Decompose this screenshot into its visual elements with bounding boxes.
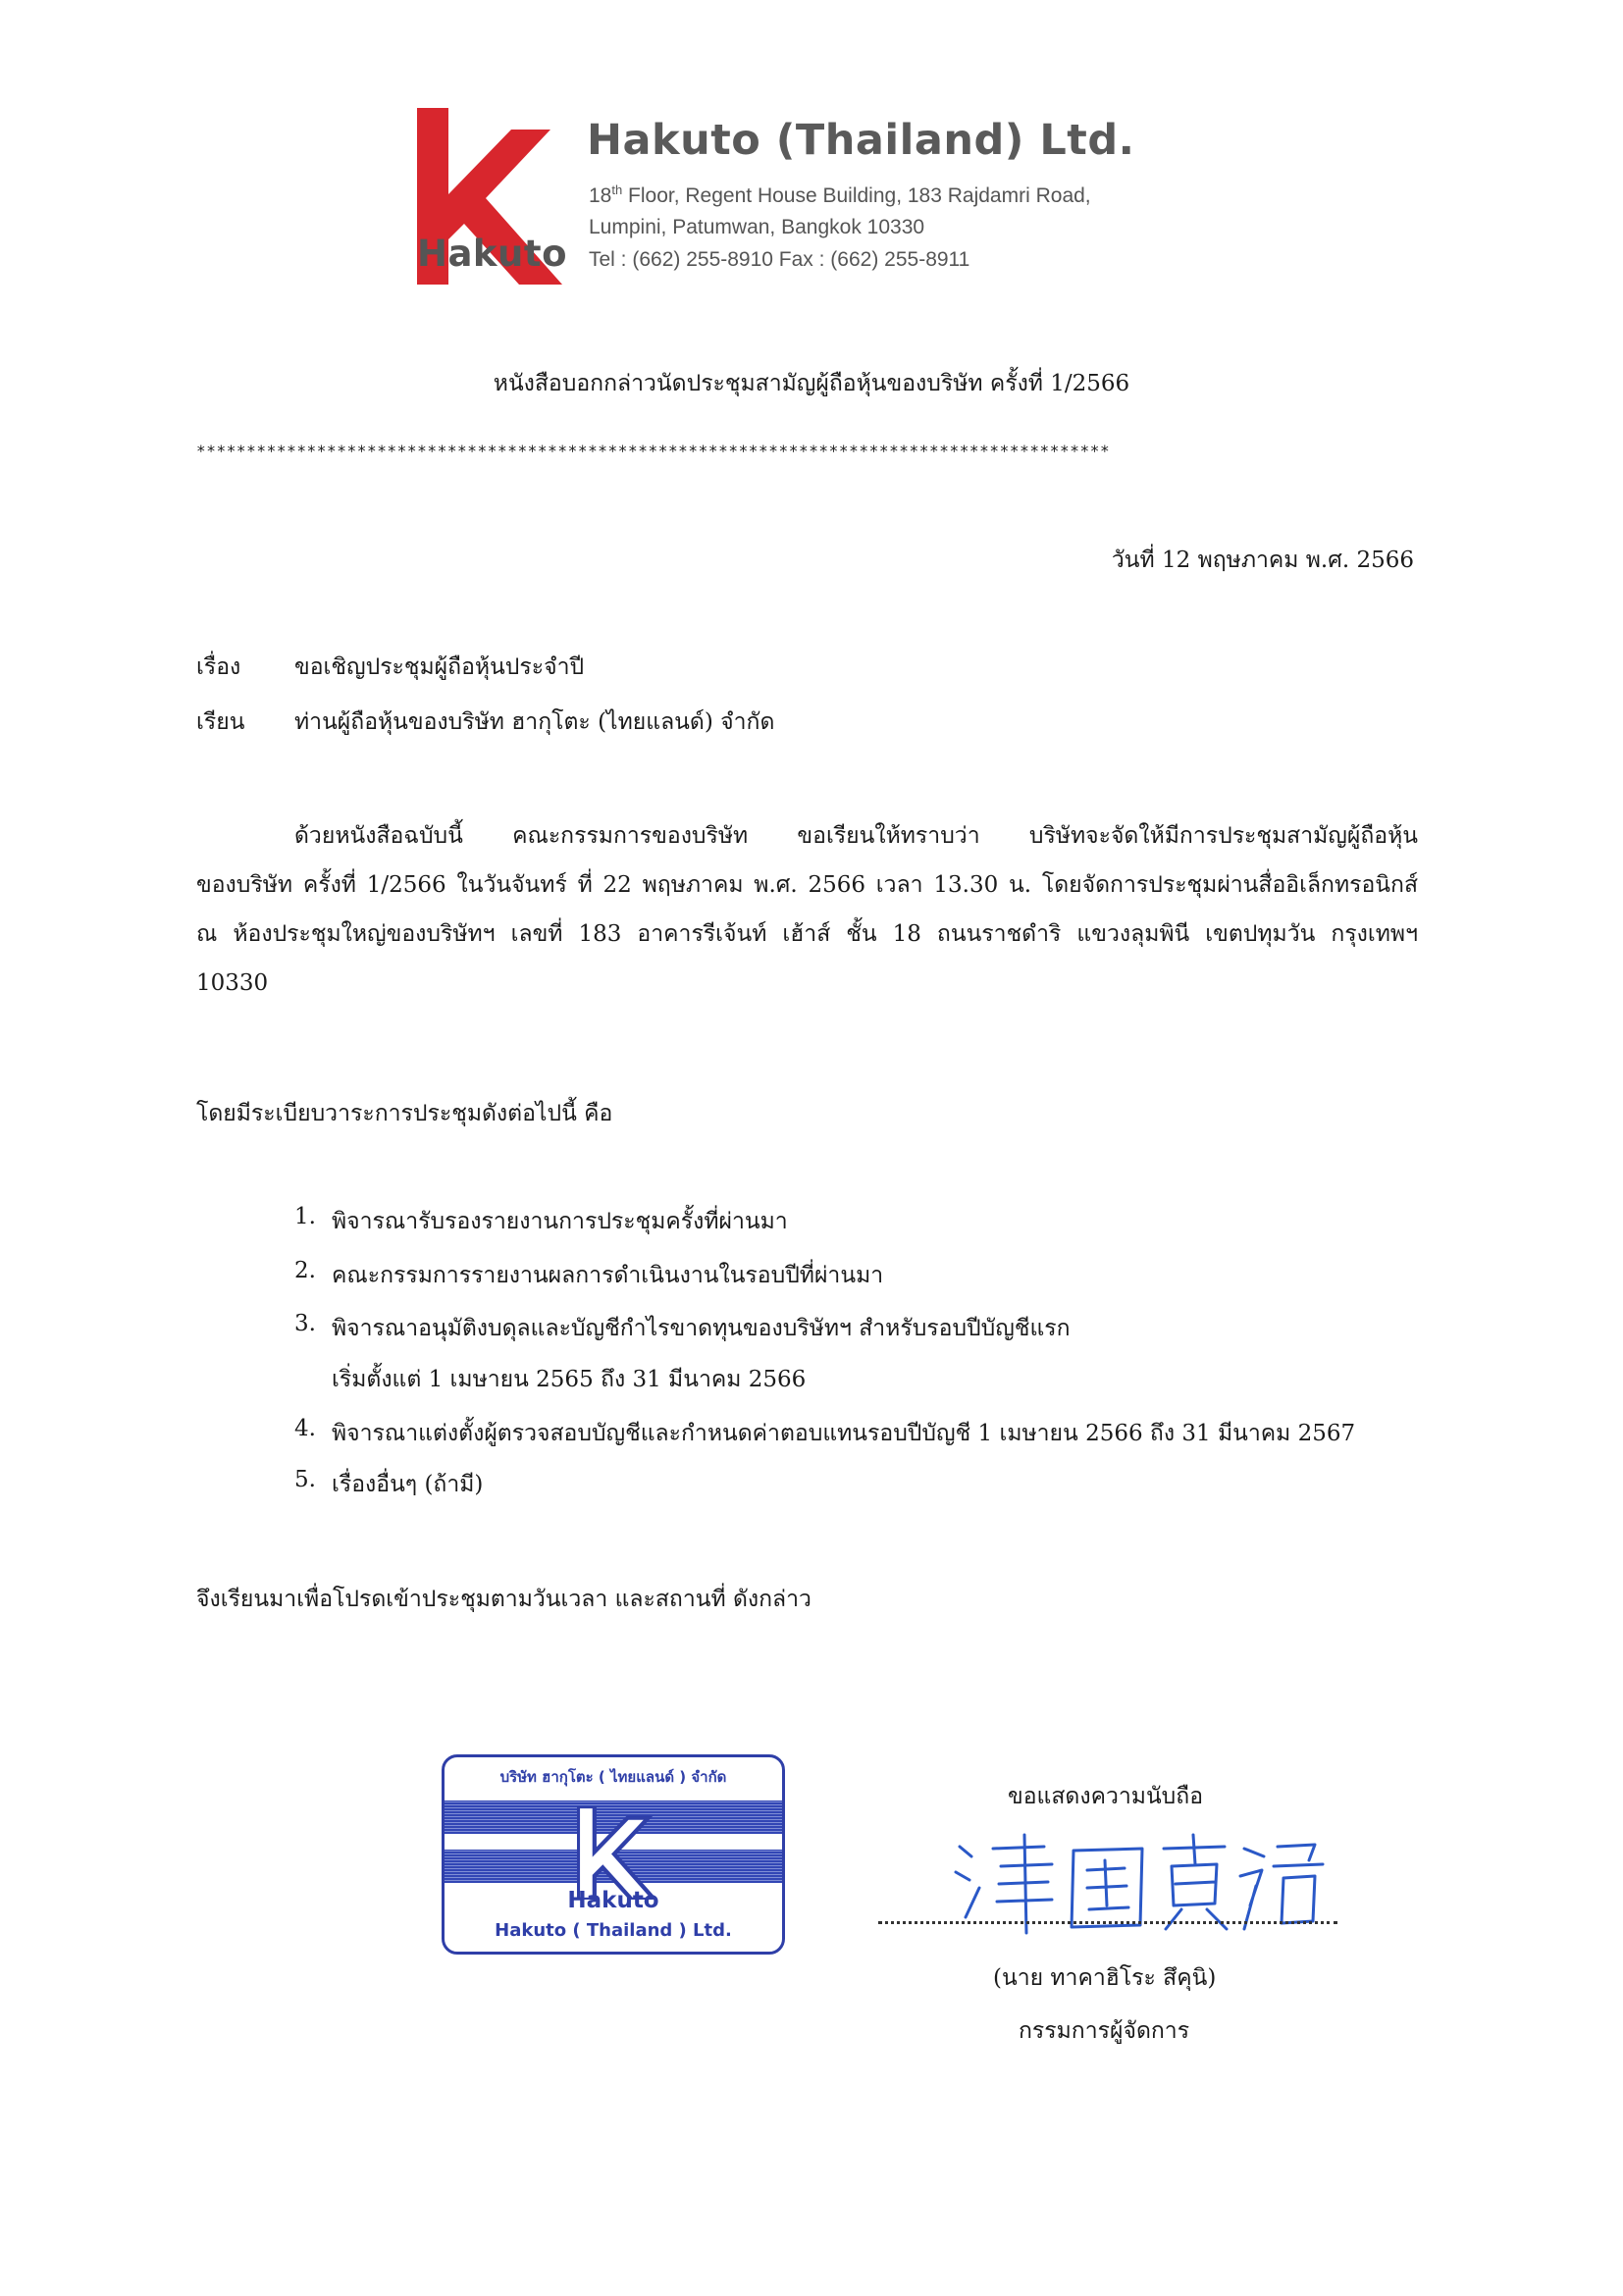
agenda-number: 3. [294, 1311, 316, 1336]
handwritten-signature [950, 1827, 1333, 1935]
agenda-number: 2. [294, 1258, 316, 1283]
agenda-intro: โดยมีระเบียบวาระการประชุมดังต่อไปนี้ คือ [196, 1101, 613, 1126]
subject-value: ขอเชิญประชุมผู้ถือหุ้นประจำปี [294, 654, 585, 680]
stamp-english-name: Hakuto ( Thailand ) Ltd. [495, 1920, 732, 1941]
stamp-thai-name: บริษัท ฮากุโตะ ( ไทยแลนด์ ) จำกัด [499, 1768, 727, 1786]
company-stamp [442, 1754, 785, 1955]
regards-text: ขอแสดงความนับถือ [1008, 1784, 1204, 1809]
logo-wordmark: Hakuto [417, 233, 567, 275]
signature-line [878, 1921, 1337, 1924]
closing-sentence: จึงเรียนมาเพื่อโปรดเข้าประชุมตามวันเวลา และสถานที่ ดังกล่าว [196, 1587, 812, 1612]
subject-label: เรื่อง [196, 654, 241, 680]
agenda-item: พิจารณาอนุมัติงบดุลและบัญชีกำไรขาดทุนของบริษัทฯ สำหรับรอบปีบัญชีแรก [332, 1316, 1071, 1341]
contact-line: Tel : (662) 255-8910 Fax : (662) 255-8911 [589, 248, 970, 271]
paragraph-line: ด้วยหนังสือฉบับนี้ คณะกรรมการของบริษัท ขอเรียนให้ทราบว่า บริษัทจะจัดให้มีการประชุมสามัญผู้ถือหุ้น [294, 823, 1418, 849]
agenda-item: คณะกรรมการรายงานผลการดำเนินงานในรอบปีที่ผ่านมา [332, 1263, 884, 1288]
agenda-item: พิจารณาแต่งตั้งผู้ตรวจสอบบัญชีและกำหนดค่าตอบแทนรอบปีบัญชี 1 เมษายน 2566 ถึง 31 มีนาคม 2567 [332, 1421, 1356, 1446]
address-line-2: Lumpini, Patumwan, Bangkok 10330 [589, 216, 925, 238]
stamp-logo-mark [577, 1806, 655, 1900]
agenda-item: พิจารณารับรองรายงานการประชุมครั้งที่ผ่านมา [332, 1209, 788, 1234]
agenda-item: เรื่องอื่นๆ (ถ้ามี) [332, 1472, 484, 1497]
company-name: Hakuto (Thailand) Ltd. [587, 116, 1135, 165]
body-paragraph [196, 811, 1418, 1008]
stamp-wordmark: Hakuto [567, 1888, 659, 1913]
document-title: หนังสือบอกกล่าวนัดประชุมสามัญผู้ถือหุ้นของบริษัท ครั้งที่ 1/2566 [493, 371, 1130, 396]
to-value: ท่านผู้ถือหุ้นของบริษัท ฮากุโตะ (ไทยแลนด์) จำกัด [294, 709, 775, 735]
document-date: วันที่ 12 พฤษภาคม พ.ศ. 2566 [1111, 548, 1414, 573]
paragraph-line: ณ ห้องประชุมใหญ่ของบริษัทฯ เลขที่ 183 อาคารรีเจ้นท์ เฮ้าส์ ชั้น 18 ถนนราชดำริ แขวงลุมพินี เขตปทุมวัน กรุงเทพฯ [196, 921, 1418, 947]
address-line-1: 18th Floor, Regent House Building, 183 Rajdamri Road, [589, 183, 1091, 207]
agenda-number: 1. [294, 1204, 316, 1229]
agenda-number: 5. [294, 1467, 316, 1492]
agenda-item-continued: เริ่มตั้งแต่ 1 เมษายน 2565 ถึง 31 มีนาคม 2566 [332, 1367, 807, 1392]
paragraph-line: ของบริษัท ครั้งที่ 1/2566 ในวันจันทร์ ที่ 22 พฤษภาคม พ.ศ. 2566 เวลา 13.30 น. โดยจัดการประชุมผ่านสื่ออิเล็กทรอนิกส์ [196, 872, 1418, 898]
signer-position: กรรมการผู้จัดการ [1019, 2018, 1190, 2044]
agenda-number: 4. [294, 1416, 316, 1441]
to-label: เรียน [196, 709, 245, 735]
paragraph-line: 10330 [196, 970, 269, 996]
signer-name: (นาย ทาคาฮิโระ สึคุนิ) [993, 1965, 1217, 1991]
star-separator: ******************************************************************************************* [196, 442, 1111, 460]
